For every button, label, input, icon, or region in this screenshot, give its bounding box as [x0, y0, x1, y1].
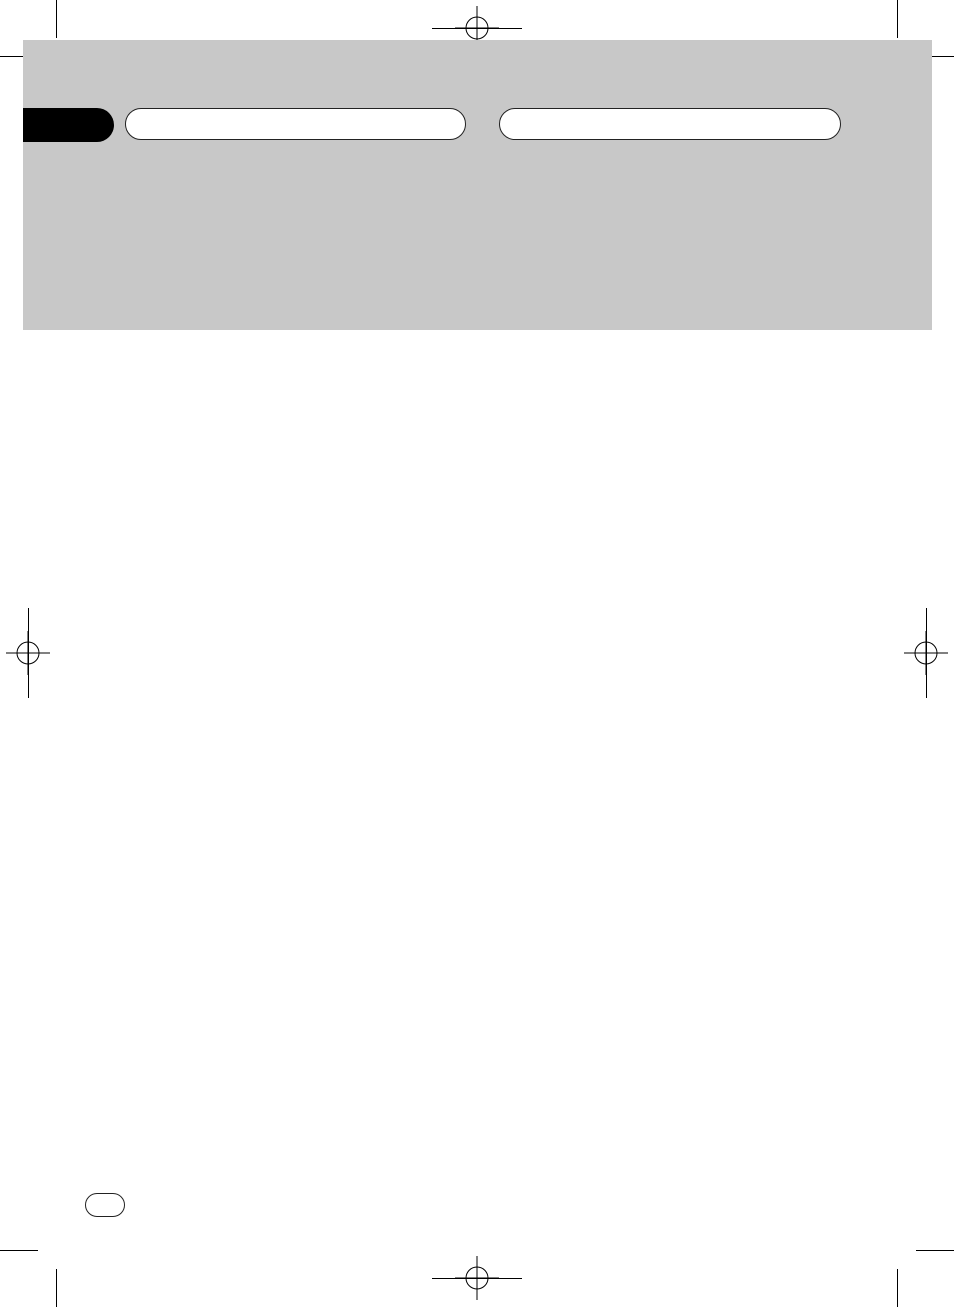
crop-mark	[0, 1250, 38, 1251]
page-number	[85, 1193, 125, 1217]
contents-header-box	[125, 108, 466, 140]
chapter-tab	[23, 108, 114, 142]
header-band	[23, 40, 932, 330]
crop-mark	[56, 1269, 57, 1307]
crop-mark	[56, 0, 57, 38]
blank-header-box	[499, 108, 841, 140]
crop-mark	[916, 1250, 954, 1251]
registration-crosshair-icon	[904, 631, 948, 675]
crop-mark	[897, 1269, 898, 1307]
registration-crosshair-icon	[455, 1256, 499, 1300]
crop-mark	[897, 0, 898, 38]
registration-crosshair-icon	[6, 631, 50, 675]
